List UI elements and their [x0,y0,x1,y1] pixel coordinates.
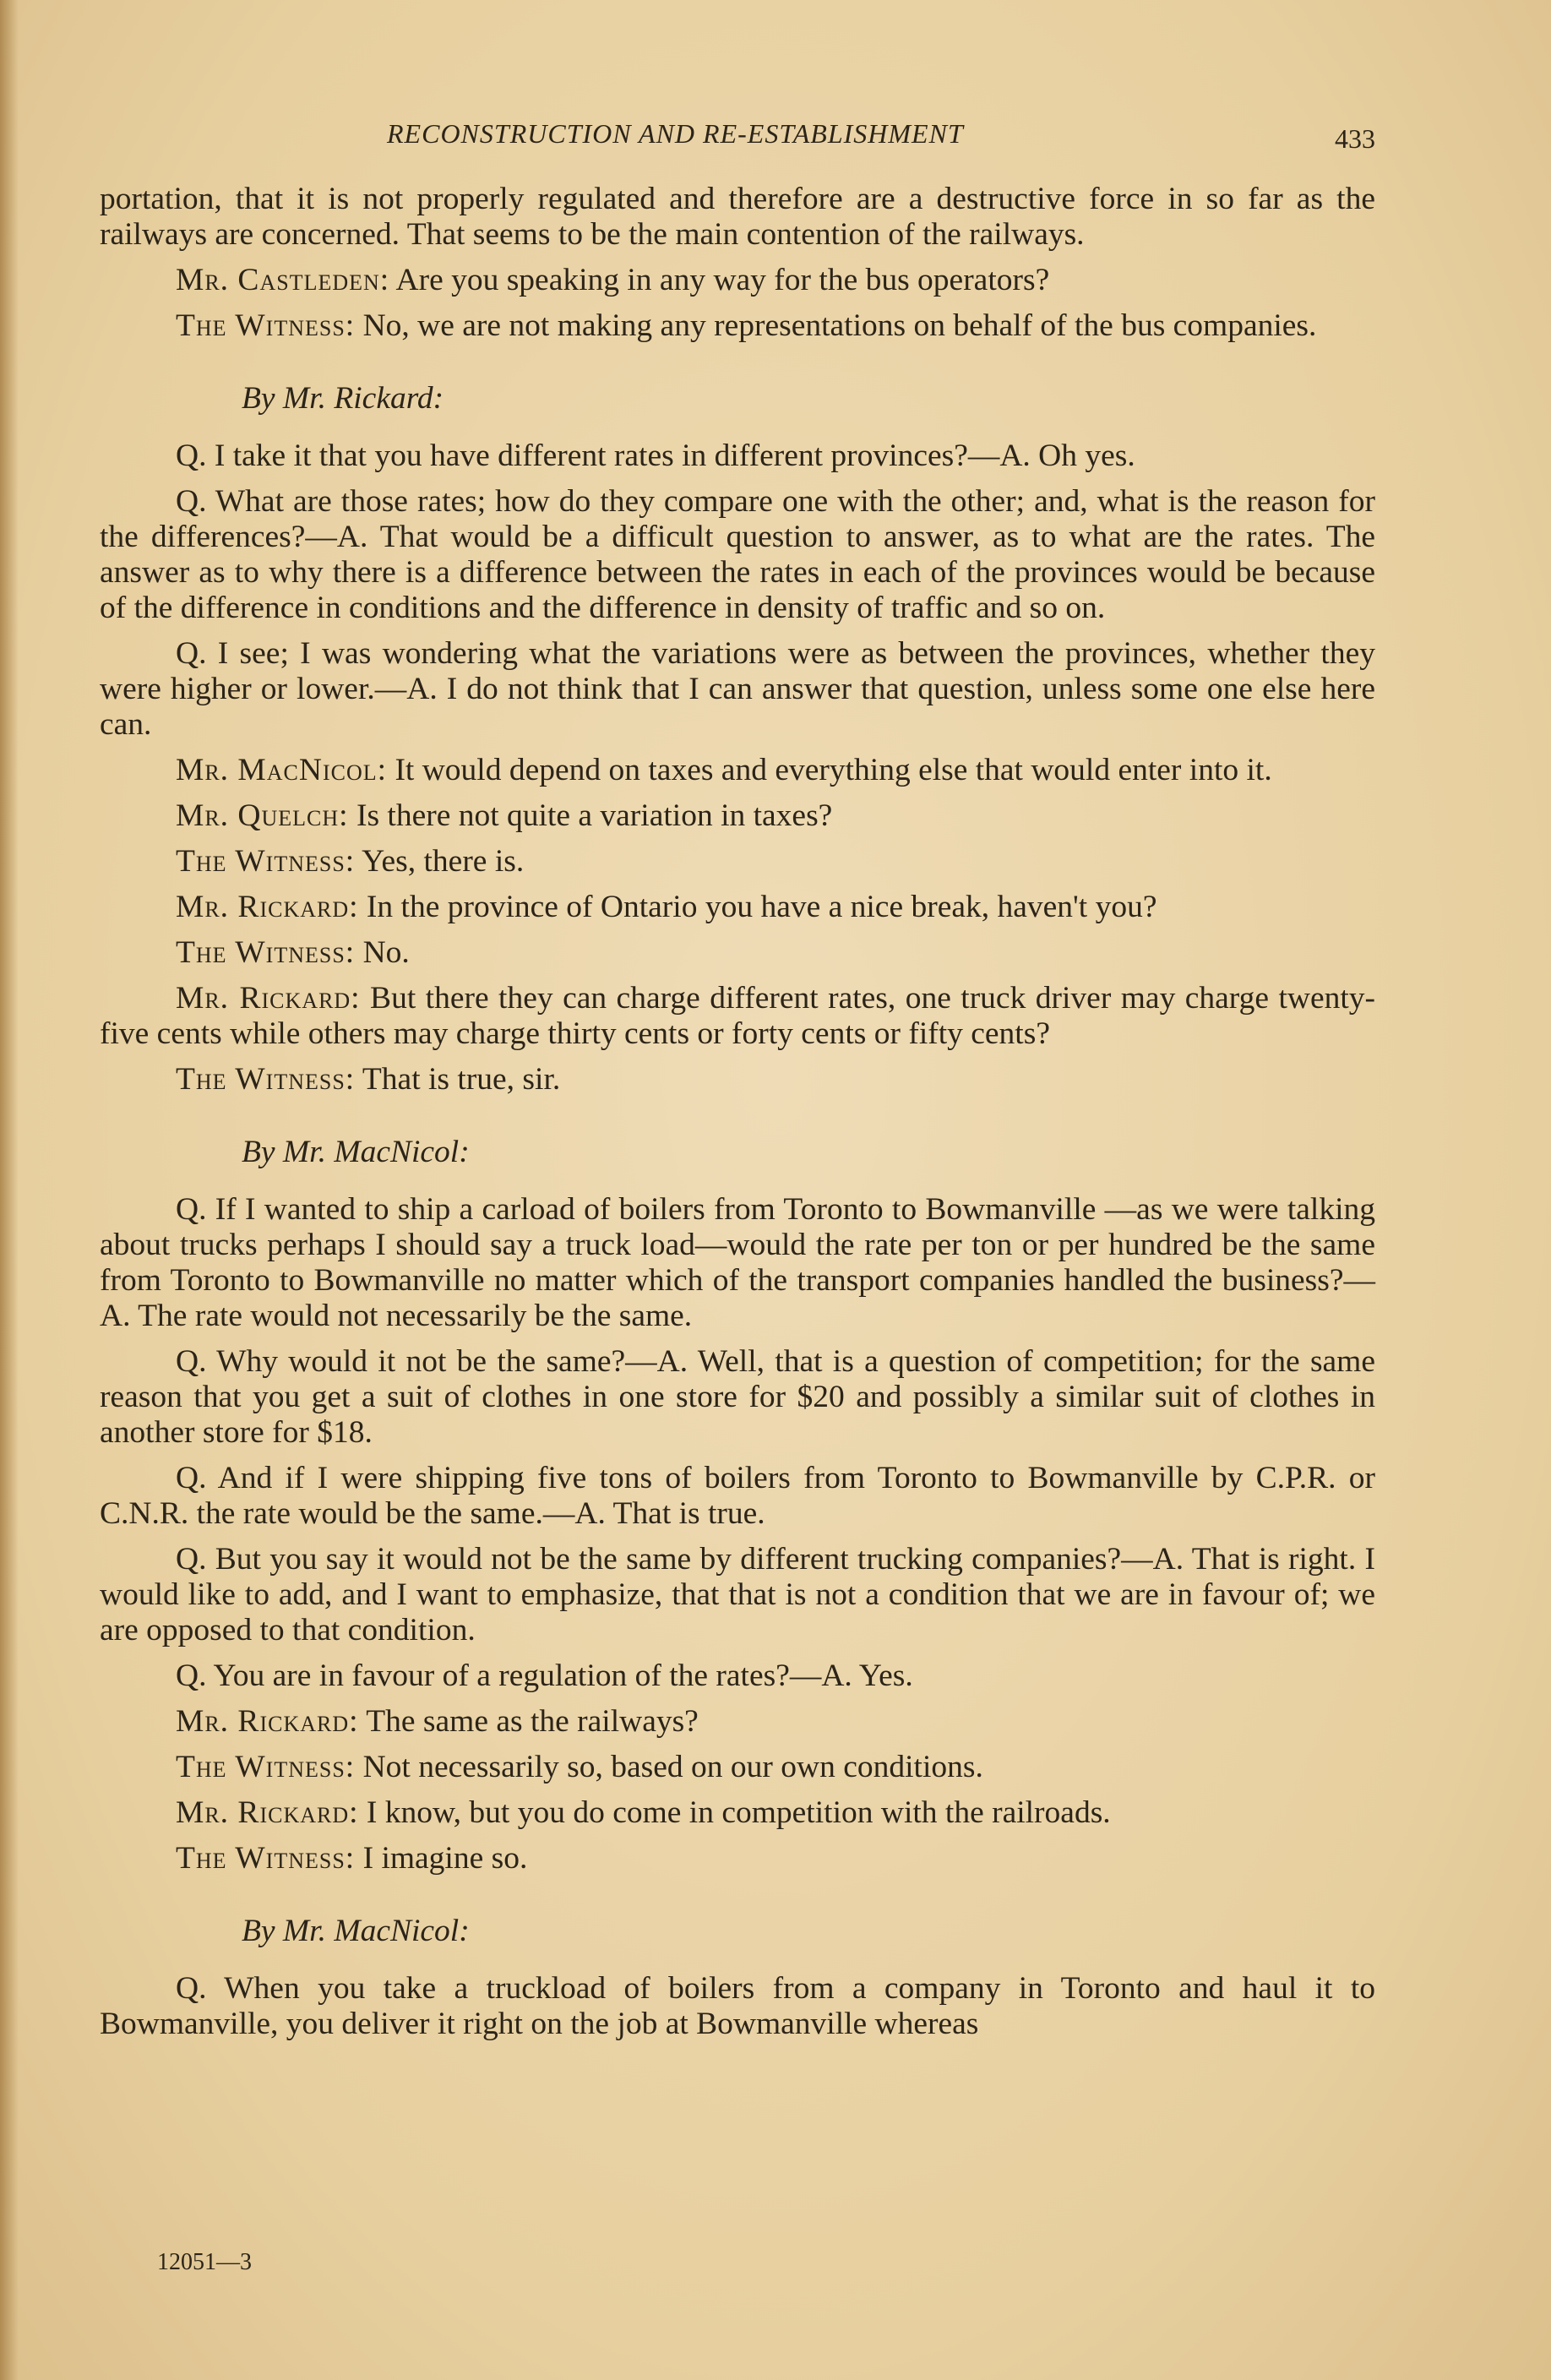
question-answer: Q. When you take a truckload of boilers from a company in Toronto and haul it to Bowmanville, you deliver it right on the job at Bowmanville whereas [100,1971,1375,2041]
speaker-paragraph [100,263,1375,298]
speaker-name: The Witness: [176,1841,356,1876]
speech-text: Yes, there is. [355,844,525,879]
speech-text: No, we are not making any representations on behalf of the bus companies. [355,308,1317,343]
speech-text: In the province of Ontario you have a nice break, haven't you? [358,890,1157,924]
speaker-name: Mr. Rickard: [176,1704,359,1739]
speaker-paragraph [100,844,1375,880]
running-head: RECONSTRUCTION AND RE-ESTABLISHMENT [387,118,964,149]
speaker-name: Mr. Rickard: [176,890,359,924]
speaker-name: Mr. Quelch: [176,798,349,833]
speaker-name: The Witness: [176,1750,356,1784]
speaker-name: Mr. Rickard: [176,1795,359,1830]
speech-text: I know, but you do come in competition with the railroads. [358,1795,1111,1830]
speaker-paragraph [100,798,1375,834]
question-answer: Q. You are in favour of a regulation of the rates?—A. Yes. [176,1658,913,1693]
signature-code: 12051—3 [157,2249,252,2275]
page-number: 433 [1335,123,1375,154]
speaker-paragraph [100,935,1375,971]
speaker-paragraph [100,890,1375,925]
speaker-paragraph [100,1704,1375,1740]
speech-text: But there they can charge different rates, one truck driver may charge twenty-five cents while others may charge thirty cents or forty cents or fifty cents? [100,981,1375,1051]
question-answer: Q. Why would it not be the same?—A. Well, that is a question of competition; for the same reason that you get a suit of clothes in one store for $20 and possibly a similar suit of clothes in another store for $18. [100,1344,1375,1450]
speaker-paragraph [100,1750,1375,1785]
examiner-byline: By Mr. MacNicol: [242,1135,470,1169]
speaker-paragraph [100,1062,1375,1097]
speaker-name: The Witness: [176,308,356,343]
speaker-name: The Witness: [176,1062,356,1097]
speaker-name: Mr. MacNicol: [176,753,388,787]
question-answer: Q. And if I were shipping five tons of boilers from Toronto to Bowmanville by C.P.R. or C.N.R. the rate would be the same.—A. That is true. [100,1461,1375,1531]
question-answer: Q. If I wanted to ship a carload of boilers from Toronto to Bowmanville —as we were talking about trucks perhaps I should say a truck load—would the rate per ton or per hundred be the same from Toronto to Bowmanville no matter which of the transport companies handled the business?—A. The rate would not necessarily be the same. [100,1192,1375,1333]
speech-text: I imagine so. [355,1841,528,1876]
page-header [100,112,1375,152]
speaker-paragraph [100,981,1375,1052]
examiner-byline: By Mr. MacNicol: [242,1914,470,1948]
speech-text: It would depend on taxes and everything else that would enter into it. [387,753,1272,787]
speech-text: Not necessarily so, based on our own conditions. [355,1750,983,1784]
speaker-paragraph [100,308,1375,344]
question-answer: Q. But you say it would not be the same by different trucking companies?—A. That is right. I would like to add, and I want to emphasize, that that is not a condition that we are in favour of; we are opposed to that condition. [100,1542,1375,1647]
speaker-paragraph [100,753,1375,788]
speaker-name: Mr. Rickard: [176,981,361,1016]
page-binding-shadow [0,0,19,2380]
body-text [100,182,1375,2052]
speech-text: The same as the railways? [358,1704,699,1739]
speech-text: Are you speaking in any way for the bus operators? [389,263,1050,297]
speech-text: Is there not quite a variation in taxes? [348,798,833,833]
speaker-name: The Witness: [176,844,356,879]
question-answer: Q. I take it that you have different rates in different provinces?—A. Oh yes. [176,438,1135,473]
speech-text: No. [355,935,410,970]
question-answer: Q. What are those rates; how do they compare one with the other; and, what is the reason for the differences?—A. That would be a difficult question to answer, as to what are the rates. The answer as to why there is a difference between the rates in each of the provinces would be because of the difference in conditions and the difference in density of traffic and so on. [100,484,1375,625]
question-answer: Q. I see; I was wondering what the variations were as between the provinces, whether they were higher or lower.—A. I do not think that I can answer that question, unless some one else here can. [100,636,1375,742]
speech-text: That is true, sir. [355,1062,561,1097]
speaker-paragraph [100,1795,1375,1831]
speaker-name: Mr. Castleden: [176,263,390,297]
speaker-name: The Witness: [176,935,356,970]
speaker-paragraph [100,1841,1375,1876]
examiner-byline: By Mr. Rickard: [242,381,444,416]
paragraph: portation, that it is not properly regulated and therefore are a destructive force in so far as the railways are concerned. That seems to be the main contention of the railways. [100,182,1375,252]
